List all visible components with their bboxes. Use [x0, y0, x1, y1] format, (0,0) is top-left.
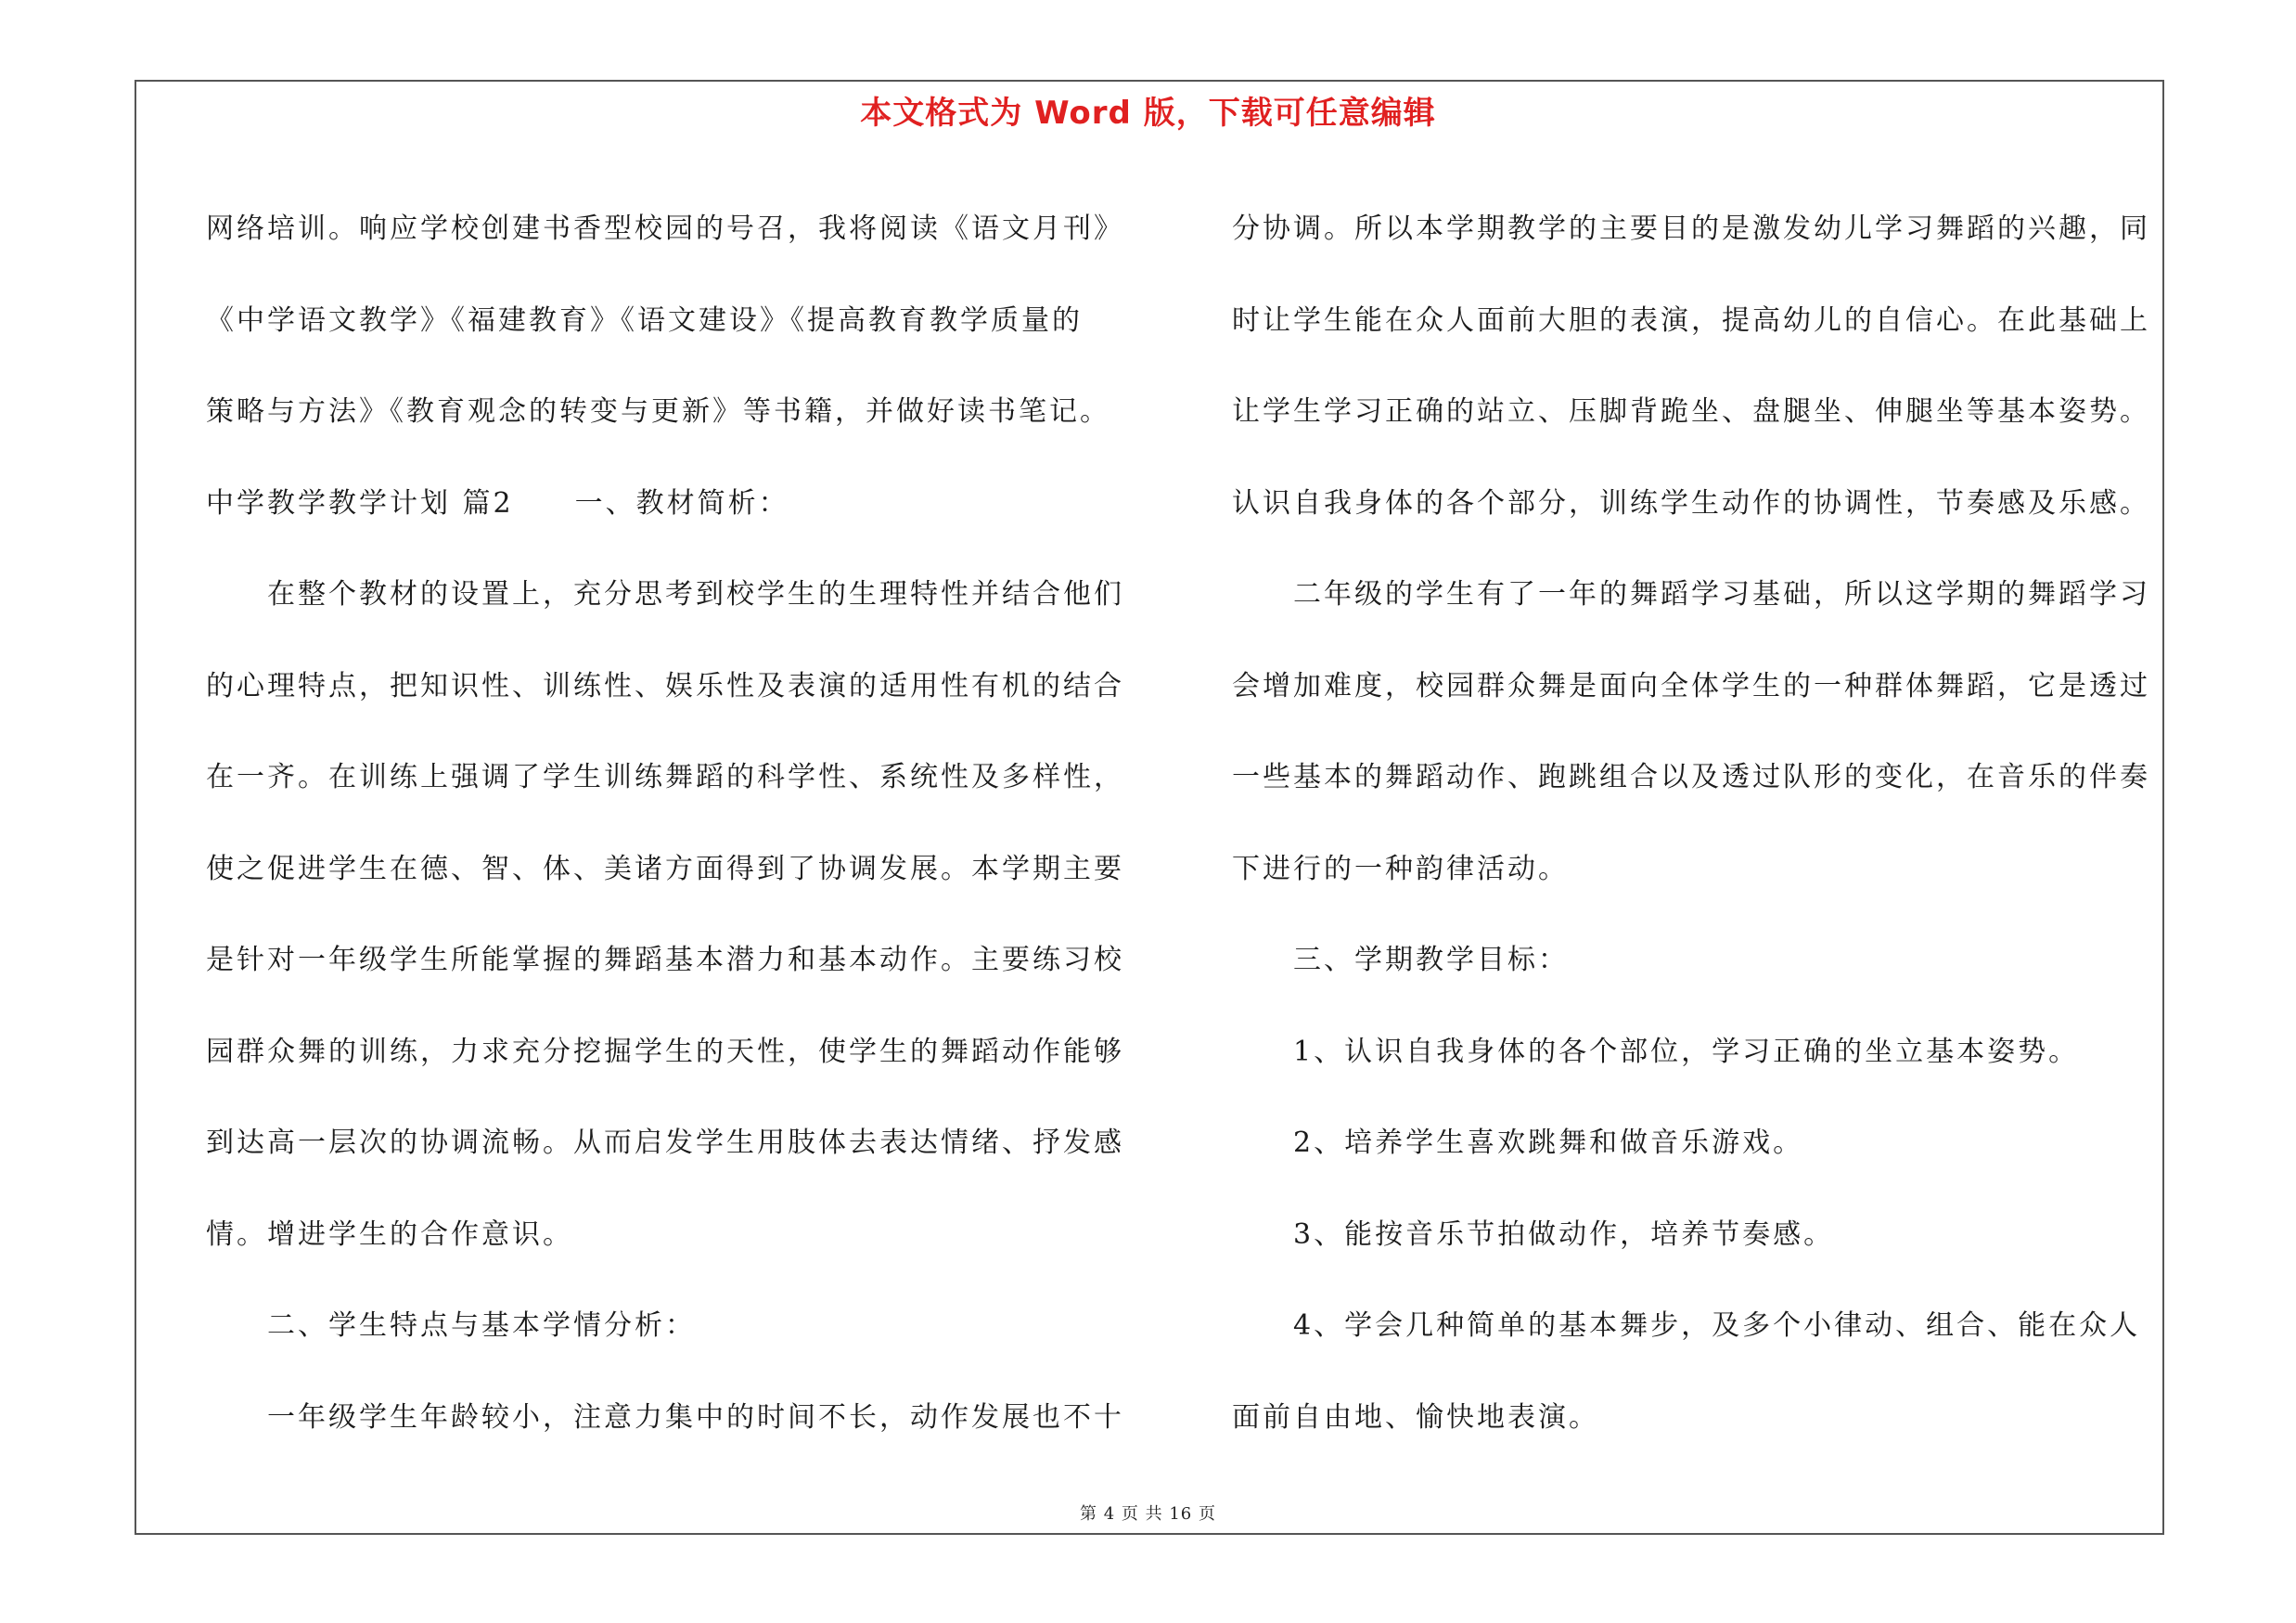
left-text-column	[206, 184, 1143, 1463]
page-number-footer: 第 4 页 共 16 页	[1080, 1504, 1216, 1524]
text-line: 认识自我身体的各个部分，训练学生动作的协调性，节奏感及乐感。	[1232, 486, 2150, 520]
text-line: 是针对一年级学生所能掌握的舞蹈基本潜力和基本动作。主要练习校	[206, 944, 1124, 976]
text-line: 一年级学生年龄较小，注意力集中的时间不长，动作发展也不十	[267, 1400, 1124, 1434]
text-line: 分协调。所以本学期教学的主要目的是激发幼儿学习舞蹈的兴趣，同	[1232, 213, 2150, 245]
text-line: 二年级的学生有了一年的舞蹈学习基础，所以这学期的舞蹈学习	[1293, 578, 2150, 611]
text-line: 网络培训。响应学校创建书香型校园的号召，我将阅读《语文月刊》	[206, 213, 1124, 245]
text-line: 4、学会几种简单的基本舞步，及多个小律动、组合、能在众人	[1293, 1309, 2141, 1342]
right-text-column	[1232, 184, 2178, 1463]
text-line: 策略与方法》《教育观念的转变与更新》等书籍，并做好读书笔记。	[206, 395, 1110, 428]
text-line: 2、培养学生喜欢跳舞和做音乐游戏。	[1293, 1127, 1804, 1159]
text-line: 中学教学教学计划 篇2 一、教材简析：	[206, 486, 789, 520]
text-line: 会增加难度，校园群众舞是面向全体学生的一种群体舞蹈，它是透过	[1232, 669, 2150, 702]
text-line: 1、认识自我身体的各个部位，学习正确的坐立基本姿势。	[1293, 1035, 2080, 1068]
text-line: 的心理特点，把知识性、训练性、娱乐性及表演的适用性有机的结合	[206, 669, 1124, 702]
text-line: 面前自由地、愉快地表演。	[1232, 1400, 1599, 1434]
text-line: 时让学生能在众人面前大胆的表演，提高幼儿的自信心。在此基础上	[1232, 303, 2150, 337]
text-line: 下进行的一种韵律活动。	[1232, 852, 1569, 885]
format-notice-banner: 本文格式为 Word 版，下载可任意编辑	[860, 95, 1436, 132]
text-line: 情。增进学生的合作意识。	[206, 1217, 573, 1251]
text-line: 在整个教材的设置上，充分思考到校学生的生理特性并结合他们	[267, 578, 1124, 611]
text-line: 二、学生特点与基本学情分析：	[267, 1309, 696, 1342]
text-line: 《中学语文教学》《福建教育》《语文建设》《提高教育教学质量的	[206, 303, 1083, 337]
text-line: 到达高一层次的协调流畅。从而启发学生用肢体去表达情绪、抒发感	[206, 1127, 1124, 1159]
text-line: 让学生学习正确的站立、压脚背跪坐、盘腿坐、伸腿坐等基本姿势。	[1232, 395, 2150, 428]
text-line: 使之促进学生在德、智、体、美诸方面得到了协调发展。本学期主要	[206, 852, 1124, 885]
text-line: 园群众舞的训练，力求充分挖掘学生的天性，使学生的舞蹈动作能够	[206, 1035, 1124, 1068]
text-line: 3、能按音乐节拍做动作，培养节奏感。	[1293, 1217, 1835, 1251]
text-line: 一些基本的舞蹈动作、跑跳组合以及透过队形的变化，在音乐的伴奏	[1232, 761, 2150, 793]
text-line: 三、学期教学目标：	[1293, 944, 1569, 976]
text-line: 在一齐。在训练上强调了学生训练舞蹈的科学性、系统性及多样性，	[206, 761, 1124, 793]
